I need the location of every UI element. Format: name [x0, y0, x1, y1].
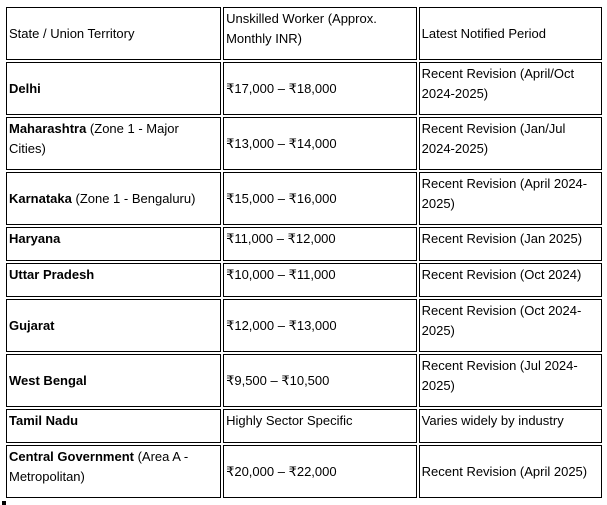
state-name: Tamil Nadu — [9, 413, 79, 428]
wage-cell: ₹17,000 – ₹18,000 — [223, 62, 417, 115]
state-name: West Bengal — [9, 372, 87, 388]
state-name: Uttar Pradesh — [9, 267, 95, 282]
period-cell: Recent Revision (Oct 2024-2025) — [419, 299, 602, 352]
wage-cell: ₹10,000 – ₹11,000 — [223, 263, 417, 297]
state-cell — [6, 227, 221, 261]
state-qualifier: (Zone 1 - Bengaluru) — [71, 190, 196, 206]
table-row — [6, 299, 602, 352]
state-name: Delhi — [9, 80, 41, 96]
table-row — [6, 409, 602, 443]
state-name: Karnataka — [9, 190, 72, 206]
minimum-wage-table — [4, 5, 604, 500]
period-cell: Recent Revision (Jul 2024-2025) — [419, 354, 602, 407]
wage-cell: ₹12,000 – ₹13,000 — [223, 299, 417, 352]
table-row — [6, 354, 602, 407]
state-cell — [6, 409, 221, 443]
state-cell — [6, 299, 221, 352]
state-cell — [6, 354, 221, 407]
state-name: Maharashtra — [9, 121, 87, 136]
period-cell: Recent Revision (April 2025) — [419, 445, 602, 498]
period-cell: Recent Revision (April 2024-2025) — [419, 172, 602, 225]
state-name: Haryana — [9, 231, 61, 246]
table-row — [6, 445, 602, 498]
wage-cell: ₹20,000 – ₹22,000 — [223, 445, 417, 498]
table-row — [6, 117, 602, 170]
table-row — [6, 62, 602, 115]
period-cell: Recent Revision (Jan 2025) — [419, 227, 602, 261]
state-cell — [6, 117, 221, 170]
wage-cell: ₹13,000 – ₹14,000 — [223, 117, 417, 170]
table-row — [6, 263, 602, 297]
header-state: State / Union Territory — [6, 7, 221, 60]
wage-cell: ₹15,000 – ₹16,000 — [223, 172, 417, 225]
period-cell: Recent Revision (Oct 2024) — [419, 263, 602, 297]
state-cell — [6, 62, 221, 115]
header-unskilled-wage: Unskilled Worker (Approx. Monthly INR) — [223, 7, 417, 60]
period-cell: Varies widely by industry — [419, 409, 602, 443]
table-row — [6, 227, 602, 261]
wage-cell: ₹9,500 – ₹10,500 — [223, 354, 417, 407]
wage-cell: Highly Sector Specific — [223, 409, 417, 443]
state-name: Gujarat — [9, 317, 55, 333]
period-cell: Recent Revision (Jan/Jul 2024-2025) — [419, 117, 602, 170]
wage-cell: ₹11,000 – ₹12,000 — [223, 227, 417, 261]
state-name: Central Government — [9, 449, 134, 464]
table-row — [6, 172, 602, 225]
state-qualifier: (Area A - Metropolitan) — [9, 449, 189, 484]
paragraph-end-marker — [2, 501, 6, 505]
state-cell — [6, 445, 221, 498]
state-cell — [6, 172, 221, 225]
period-cell: Recent Revision (April/Oct 2024-2025) — [419, 62, 602, 115]
header-latest-period: Latest Notified Period — [419, 7, 602, 60]
table-header-row — [6, 7, 602, 60]
state-cell — [6, 263, 221, 297]
state-qualifier: (Zone 1 - Major Cities) — [9, 121, 179, 156]
